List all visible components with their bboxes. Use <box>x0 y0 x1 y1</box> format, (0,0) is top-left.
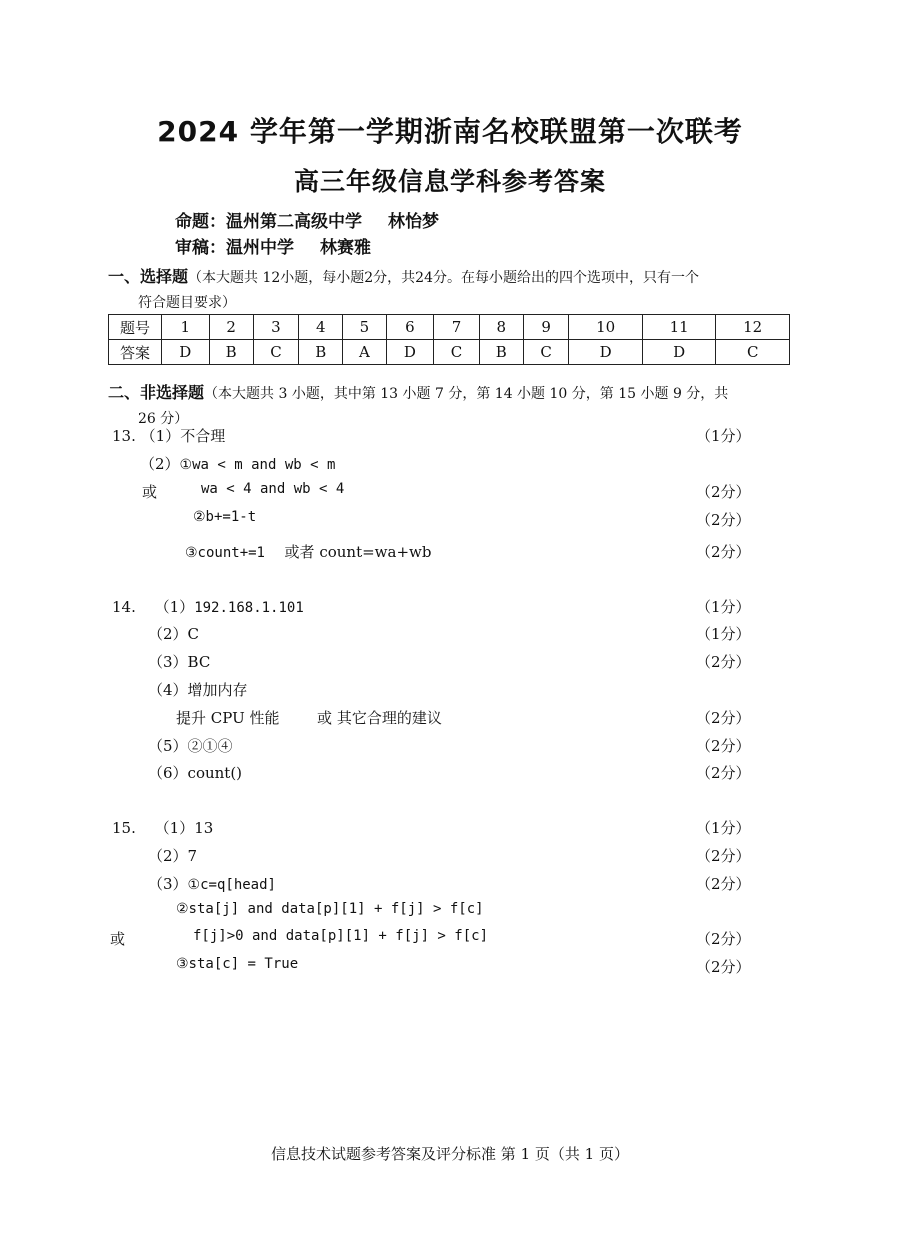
q14-part5-answer: ②①④ <box>187 737 233 755</box>
answer-cell: C <box>523 340 569 365</box>
q15-part3a-answer: ①c=q[head] <box>187 877 276 893</box>
q13-part1-answer: 不合理 <box>180 427 226 445</box>
q13-part2a <box>140 453 335 474</box>
q14-part5 <box>148 735 233 756</box>
question-row-label: 题号 <box>109 315 162 340</box>
q14-part2-score: （1分） <box>696 625 751 643</box>
q13-part1-score: （1分） <box>696 427 751 445</box>
q15-part1-answer: 13 <box>194 819 214 837</box>
setter-school: 温州第二高级中学 <box>226 212 362 232</box>
q14-part4b <box>176 707 442 728</box>
answer-cell: A <box>343 340 386 365</box>
q14-part4-answer: 增加内存 <box>187 681 248 699</box>
answer-cell: C <box>716 340 790 365</box>
q15-part1-label: （1） <box>154 819 195 837</box>
setter-name: 林怡梦 <box>388 212 439 232</box>
setter-line <box>175 207 439 232</box>
answer-table <box>108 314 790 365</box>
page-footer: 信息技术试题参考答案及评分标准 第 1 页（共 1 页） <box>271 1145 629 1163</box>
section1-note-line1: （本大题共 12小题，每小题2分，共24分。在每小题给出的四个选项中，只有一个 <box>188 270 699 286</box>
q14-part3-label: （3） <box>148 653 188 671</box>
q13-or-label: 或 <box>142 483 158 501</box>
question-number-cell: 9 <box>523 315 569 340</box>
q14-part1 <box>112 596 304 617</box>
answer-cell: C <box>434 340 480 365</box>
q15-part3c-answer: f[j]>0 and data[p][1] + f[j] > f[c] <box>193 928 489 944</box>
q13-part2d-score: （2分） <box>696 543 751 561</box>
q13-number: 13. <box>112 427 136 445</box>
question-number-cell: 2 <box>209 315 253 340</box>
q13-part2d-alt: 或者 count=wa+wb <box>284 543 432 561</box>
question-number-cell: 5 <box>343 315 386 340</box>
answer-cell: B <box>299 340 343 365</box>
q15-part3c-score: （2分） <box>696 930 751 948</box>
question-number-cell: 4 <box>299 315 343 340</box>
reviewer-school: 温州中学 <box>226 238 294 258</box>
q14-part3-score: （2分） <box>696 653 751 671</box>
q15-part3a <box>148 873 276 894</box>
section2-note-line2: 26 分） <box>138 411 189 427</box>
question-number-cell: 10 <box>569 315 642 340</box>
q15-part2-answer: 7 <box>187 847 198 865</box>
q13-part1 <box>112 425 225 446</box>
q15-part3b-answer: ②sta[j] and data[p][1] + f[j] > f[c] <box>176 901 484 917</box>
q14-part1-label: （1） <box>154 598 195 616</box>
section1-heading: 一、选择题 <box>108 267 189 286</box>
answer-cell: D <box>386 340 434 365</box>
question-number-cell: 7 <box>434 315 480 340</box>
q13-part2d-answer: ③count+=1 <box>185 545 265 561</box>
q13-part1-label: （1） <box>140 427 181 445</box>
reviewer-line <box>175 233 371 258</box>
q14-part4b-answer: 提升 CPU 性能 <box>176 709 280 727</box>
question-number-cell: 8 <box>479 315 523 340</box>
answer-cell: C <box>253 340 299 365</box>
answer-cell: B <box>479 340 523 365</box>
answer-cell: B <box>209 340 253 365</box>
page-title: 2024 学年第一学期浙南名校联盟第一次联考 <box>157 115 743 148</box>
question-number-cell: 3 <box>253 315 299 340</box>
q14-part3-answer: BC <box>187 653 211 671</box>
reviewer-label: 审稿： <box>175 238 226 258</box>
section1-note-line2: 符合题目要求） <box>138 295 236 311</box>
q15-part3a-score: （2分） <box>696 875 751 893</box>
q14-part2 <box>148 623 199 644</box>
q14-part2-label: （2） <box>148 625 188 643</box>
q13-part2d <box>185 541 431 562</box>
question-number-cell: 11 <box>642 315 715 340</box>
q14-number: 14. <box>112 598 136 616</box>
question-number-cell: 12 <box>716 315 790 340</box>
setter-label: 命题： <box>175 212 226 232</box>
q14-part6-label: （6） <box>148 764 188 782</box>
q15-part3-label: （3） <box>148 875 188 893</box>
answer-row-label: 答案 <box>109 340 162 365</box>
question-number-cell: 6 <box>386 315 434 340</box>
section1-header <box>108 265 798 315</box>
answer-cell: D <box>162 340 210 365</box>
q15-part1-score: （1分） <box>696 819 751 837</box>
q14-part6 <box>148 762 242 783</box>
q14-part6-answer: count() <box>187 764 243 782</box>
q13-part2a-answer: ①wa < m and wb < m <box>179 457 336 473</box>
section2-header <box>108 381 798 431</box>
q13-part2c-answer: ②b+=1-t <box>193 509 257 525</box>
q14-part4b-alt: 或 其它合理的建议 <box>317 709 442 727</box>
q14-part4 <box>148 679 248 700</box>
q14-part1-score: （1分） <box>696 598 751 616</box>
q15-part3d-score: （2分） <box>696 958 751 976</box>
answer-cell: D <box>569 340 642 365</box>
q13-part2b-score: （2分） <box>696 483 751 501</box>
question-number-row <box>109 315 790 340</box>
q14-part5-score: （2分） <box>696 737 751 755</box>
q15-part2-label: （2） <box>148 847 188 865</box>
q14-part4-label: （4） <box>148 681 188 699</box>
q14-part5-label: （5） <box>148 737 188 755</box>
q14-part3 <box>148 651 210 672</box>
q13-part2b-answer: wa < 4 and wb < 4 <box>201 481 345 497</box>
q15-number: 15. <box>112 819 136 837</box>
reviewer-name: 林赛雅 <box>320 238 371 258</box>
answer-cell: D <box>642 340 715 365</box>
answer-row <box>109 340 790 365</box>
q15-part2-score: （2分） <box>696 847 751 865</box>
q15-part3d-answer: ③sta[c] = True <box>176 956 299 972</box>
q14-part2-answer: C <box>187 625 200 643</box>
section2-note-line1: （本大题共 3 小题，其中第 13 小题 7 分，第 14 小题 10 分，第 15 小题 9 分，共 <box>204 386 729 402</box>
q13-part2-label: （2） <box>140 455 180 473</box>
section2-heading: 二、非选择题 <box>108 383 205 402</box>
q14-part1-answer: 192.168.1.101 <box>194 600 304 616</box>
question-number-cell: 1 <box>162 315 210 340</box>
q14-part4-score: （2分） <box>696 709 751 727</box>
q15-part2 <box>148 845 197 866</box>
q14-part6-score: （2分） <box>696 764 751 782</box>
page-subtitle: 高三年级信息学科参考答案 <box>293 167 606 196</box>
q15-or-label: 或 <box>110 930 126 948</box>
q13-part2c-score: （2分） <box>696 511 751 529</box>
q15-part1 <box>112 817 213 838</box>
